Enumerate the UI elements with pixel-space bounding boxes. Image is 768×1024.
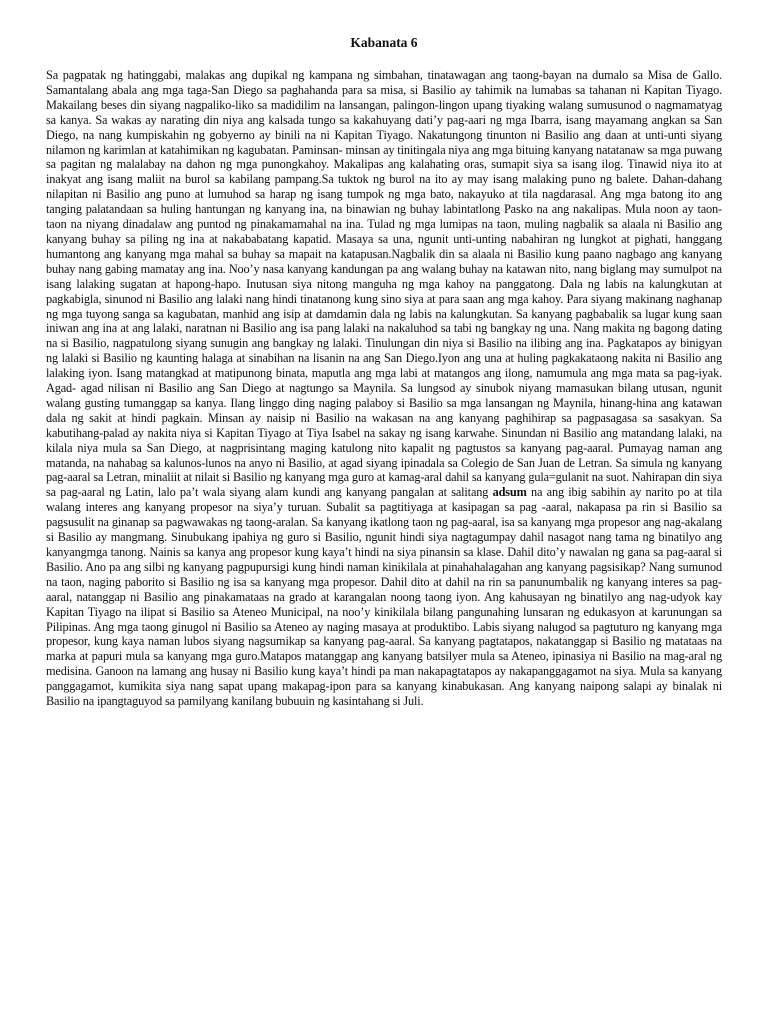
chapter-body-paragraph <box>46 68 722 709</box>
chapter-title: Kabanata 6 <box>350 35 418 50</box>
bold-word-adsum: adsum <box>492 485 527 500</box>
body-text-before-bold: Sa pagpatak ng hatinggabi, malakas ang dupikal ng kampana ng simbahan, tinatawagan ang taong-bayan na dumalo sa Misa de Gallo. Samantalang abala ang mga taga-San Diego sa paghahanda para sa misa, si Basilio ay tahimik na lumabas sa tahanan ni Kapitan Tiyago. Makailang beses din siyang nagpaliko-liko sa madidilim na lansangan, palingon-lingon upang tiyaking walang sumusunod o nagmamatyag sa kanya. Sa wakas ay narating din niya ang kalsada tungo sa kakahuyang dati’y pag-aari ng mga Ibarra, isang mayamang angkan sa San Diego, na nang kumpiskahin ng gobyerno ay binili na ni Kapitan Tiyago. Nakatungong tinunton ni Basilio ang daan at unti-unti siyang nilamon ng karimlan at katahimikan ng kagubatan. Paminsan- minsan ay tinitingala niya ang mga bituing kanyang natatanaw sa mga puwang sa pagitan ng malalabay na dahon ng mga punongkahoy. Makalipas ang kalahating oras, sumapit siya sa isang ilog. Tinawid niya ito at inakyat ang isang maliit na burol sa kabilang pampang.Sa tuktok ng burol na ito ay may isang malaking puno ng balete. Dahan-dahang nilapitan ni Basilio ang puno at lumuhod sa harap ng isang tumpok ng mga bato, nakayuko at tila nagdarasal. Ang mga batong ito ang tanging palatandaan sa huling hantungan ng kanyang ina, na binawian ng buhay labintatlong Pasko na ang nakalipas. Mula noon ay taon-taon na niyang dinadalaw ang puntod ng pinakamamahal na ina. Tulad ng mga lumipas na taon, muling nagbalik sa alaala ni Basilio ang kanyang buhay sa piling ng ina at nakababatang kapatid. Masaya sa una, ngunit unti-unting nabahiran ng lungkot at pighati, hanggang humantong ang kanyang mga mahal sa buhay sa mapait na katapusan.Nagbalik din sa alaala ni Basilio kung paano nagbago ang kanyang buhay nang gabing mamatay ang ina. Noo’y nasa kanyang kandungan pa ang walang buhay na katawan nito, nang biglang may sumulpot na isang lalaking sugatan at hapong-hapo. Inutusan siya nitong manguha ng mga kahoy na panggatong. Dala ng labis na kalungkutan at pagkabigla, sinunod ni Basilio ang lalaki nang hindi tinatanong kung sino siya at para saan ang mga kahoy. Para siyang makinang naghanap ng mga tuyong sanga sa kagubatan, manhid ang isip at damdamin dala ng labis na kalungkutan. Sa kanyang pagbabalik sa lugar kung saan iniwan ang ina at ang lalaki, naratnan ni Basilio ang isa pang lalaki na nakaluhod sa tabi ng bangkay ng una. Nang makita ng bagong dating na si Basilio, nagpatulong siyang sunugin ang bangkay ng lalaki. Tinulungan din niya si Basilio na ilibing ang ina. Pagkatapos ay binigyan ng lalaki si Basilio ng kaunting halaga at sinabihan na lisanin na ang San Diego.Iyon ang una at huling pagkakataong nakita ni Basilio ang lalaking iyon. Isang matangkad at matipunong binata, maputla ang mga labi at matangos ang ilong, namumula ang mga mata sa pag-iyak. Agad- agad nilisan ni Basilio ang San Diego at nagtungo sa Maynila. Sa lungsod ay sinubok niyang mamasukan bilang utusan, ngunit walang gusting tumanggap sa kanya. Ilang linggo ding naging palaboy si Basilio sa mga lansangan ng Maynila, hinang-hina ang katawan dala ng sakit at hindi pagkain. Minsan ay naisip ni Basilio na wakasan na ang kanyang paghihirap sa pagpasagasa sa sasakyan. Sa kabutihang-palad ay nakita niya si Kapitan Tiyago at Tiya Isabel na sakay ng isang karwahe. Sinundan ni Basilio ang matandang lalaki, na kilala niya mula sa San Diego, at nagprisintang maging katulong nito kapalit ng pagtustos sa kanyang pag-aaral. Pumayag naman ang matanda, na nahabag sa kalunos-lunos na anyo ni Basilio, at agad siyang ipinadala sa Colegio de San Juan de Letran. Sa simula ng kanyang pag-aaral sa Letran, minaliit at nilait si Basilio ng kanyang mga guro at kamag-aral dahil sa kanyang gula=gulanit na suot. Nahirapan din siya sa pag-aaral ng Latin, lalo pa’t wala siyang alam kundi ang kanyang pangalan at salitang <box>46 68 723 500</box>
document-page <box>46 34 722 709</box>
body-text-after-bold: na ang ibig sabihin ay narito po at tila walang interes ang kanyang propesor na siya’y turuan. Subalit sa pagtitiyaga at kasipagan sa pag -aaral, nakapasa pa rin si Basilio sa pagsusulit na ginanap sa pagwawakas ng taong-aralan. Sa kanyang ikatlong taon ng pag-aaral, isa sa kanyang mga propesor ang nag-akalang si Basilio ay mangmang. Sinubukang ipahiya ng guro si Basilio, ngunit hindi siya nagtagumpay dahil nasagot nang tama ng binatilyo ang kanyangmga tanong. Nainis sa kanya ang propesor kung kaya’t hindi na siya pinansin sa klase. Dahil dito’y nawalan ng gana sa pag-aaral si Basilio. Ano pa ang silbi ng kanyang pagpupursigi kung hindi naman kinikilala at pinahahalagahan ang kanyang pagsisikap? Nang sumunod na taon, naging paborito si Basilio ng isa sa kanyang mga propesor. Dahil dito at dahil na rin sa panunumbalik ng kanyang interes sa pag-aaral, natanggap ni Basilio ang pinakamataas na grado at karangalan noong taong iyon. Ang kahusayan ng binatilyo ang nag-udyok kay Kapitan Tiyago na ilipat si Basilio sa Ateneo Municipal, na noo’y kinikilala bilang pangunahing lunsaran ng edukasyon at karunungan sa Pilipinas. Ang mga taong ginugol ni Basilio sa Ateneo ay naging masaya at produktibo. Labis siyang nalugod sa pagtuturo ng kanyang mga propesor, kung kaya naman lubos siyang nagsumikap sa kanyang pag-aaral. Sa kanyang pagtatapos, nakatanggap si Basilio ng matataas na marka at papuri mula sa kanyang mga guro.Matapos matanggap ang kanyang batsilyer mula sa Ateneo, ipinasiya ni Basilio na mag-aral ng medisina. Ganoon na lamang ang husay ni Basilio kung kaya’t hindi pa man nakapagtatapos ay nakapanggagamot na siya. Mula sa kanyang panggagamot, kumikita siya nang sapat upang makapag-ipon para sa kanyang kinabukasan. Ang kanyang naipong salapi ay binalak ni Basilio na ipangtaguyod sa pamilyang kanilang bubuuin ng kasintahang si Juli. <box>46 485 723 709</box>
